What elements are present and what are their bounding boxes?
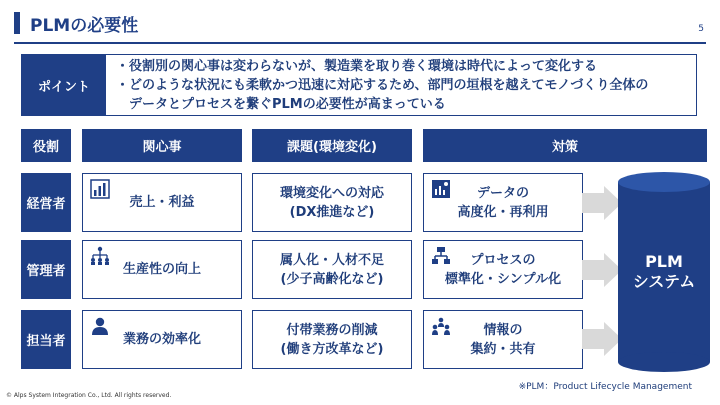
measure-cell bbox=[423, 310, 583, 369]
measure-text bbox=[424, 311, 582, 368]
plm-system-label bbox=[618, 252, 710, 292]
point-label: ポイント bbox=[22, 55, 106, 115]
issue-line: (少子高齢化など) bbox=[280, 271, 384, 287]
measure-line: 情報の bbox=[483, 322, 523, 338]
concern-text: 売上・利益 bbox=[129, 195, 195, 210]
footnote: ※PLM：Product Lifecycle Management bbox=[518, 382, 692, 392]
role-executive: 経営者 bbox=[21, 173, 71, 232]
arrow-right-icon bbox=[582, 186, 622, 220]
point-line: ・どのような状況にも柔軟かつ迅速に対応するため、部門の垣根を越えてモノづくり全体の bbox=[116, 78, 649, 93]
issue-cell bbox=[252, 310, 412, 369]
page-title: PLMの必要性 bbox=[30, 16, 139, 36]
measure-line: 集約・共有 bbox=[470, 341, 536, 357]
header-role: 役割 bbox=[21, 129, 71, 162]
issue-line: 属人化・人材不足 bbox=[279, 252, 384, 268]
issue-line: 環境変化への対応 bbox=[279, 185, 384, 201]
measure-line: 高度化・再利用 bbox=[457, 204, 549, 220]
measure-line: データの bbox=[476, 185, 529, 201]
point-text bbox=[116, 57, 648, 114]
concern-cell bbox=[82, 173, 242, 232]
issue-cell bbox=[252, 173, 412, 232]
measure-text bbox=[424, 241, 582, 298]
copyright: © Alps System Integration Co., Ltd. All rights reserved. bbox=[6, 392, 172, 399]
issue-text bbox=[253, 311, 411, 368]
point-line: データとプロセスを繋ぐPLMの必要性が高まっている bbox=[116, 97, 446, 112]
measure-line: プロセスの bbox=[470, 252, 536, 268]
plm-label-line: PLM bbox=[645, 252, 683, 271]
header-concern: 関心事 bbox=[82, 129, 242, 162]
title-bar bbox=[14, 8, 706, 44]
measure-text bbox=[424, 174, 582, 231]
role-manager: 管理者 bbox=[21, 240, 71, 299]
measure-cell bbox=[423, 173, 583, 232]
issue-line: (DX推進など) bbox=[289, 204, 375, 220]
measure-line: 標準化・シンプル化 bbox=[444, 271, 562, 287]
concern-text: 生産性の向上 bbox=[122, 262, 201, 277]
plm-label-line: システム bbox=[632, 272, 696, 291]
point-line: ・役割別の関心事は変わらないが、製造業を取り巻く環境は時代によって変化する bbox=[116, 59, 598, 74]
concern-text: 業務の効率化 bbox=[122, 332, 201, 347]
role-staff: 担当者 bbox=[21, 310, 71, 369]
concern-cell bbox=[82, 310, 242, 369]
issue-text bbox=[253, 174, 411, 231]
arrow-right-icon bbox=[582, 322, 622, 356]
header-issue: 課題(環境変化) bbox=[252, 129, 412, 162]
issue-line: (働き方改革など) bbox=[280, 341, 384, 357]
issue-text bbox=[253, 241, 411, 298]
concern-cell bbox=[82, 240, 242, 299]
issue-line: 付帯業務の削減 bbox=[286, 322, 378, 338]
header-measure: 対策 bbox=[423, 129, 707, 162]
page-number: 5 bbox=[698, 24, 704, 34]
title-accent-bar bbox=[14, 12, 20, 34]
issue-cell bbox=[252, 240, 412, 299]
arrow-right-icon bbox=[582, 253, 622, 287]
measure-cell bbox=[423, 240, 583, 299]
point-box bbox=[21, 54, 697, 116]
